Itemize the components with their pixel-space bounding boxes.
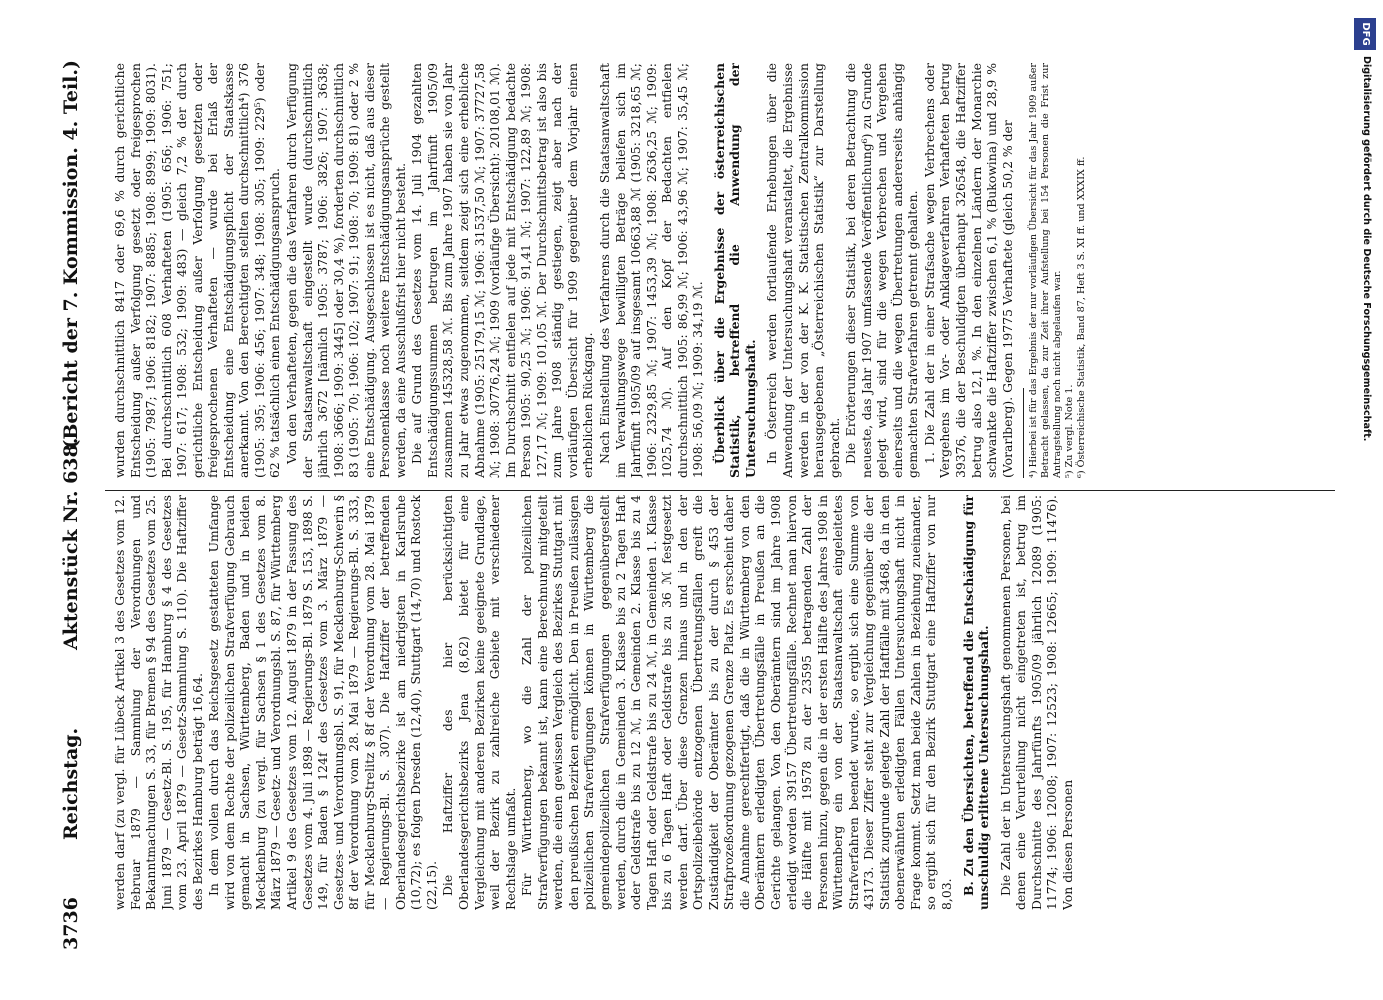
footnote: ⁶) Österreichische Statistik, Band 87, Heft 3 S. XI ff. und XXXIX ff. bbox=[1076, 156, 1088, 478]
footnote-rule bbox=[1023, 388, 1024, 478]
paragraph: In Österreich werden fortlaufende Erhebungen über die Anwendung der Untersuchungshaft veranstaltet, die Ergebnisse werden in der von der K. K. Statistischen Zentralkommission herausgegebenen „Österreichischen Statistik“ zur Darstellung gebracht. bbox=[764, 63, 842, 478]
footnote: ⁵) Zu vergl. Note 1. bbox=[1064, 384, 1076, 478]
paragraph: Die Zahl der in Untersuchungshaft genommenen Personen, bei denen eine Verurteilung nicht eingetreten ist, betrug im Durchschnitte des Jahrfünfts 1905/09 jährlich 12089 (1905: 11774; 1906: 12008; 1907: 12523; 1908: 12665; 1909: 11476). Von diesen Personen bbox=[997, 495, 1075, 910]
paragraph: Nach Einstellung des Verfahrens durch die Staatsanwaltschaft im Verwaltungswege bewilligten Beträge beliefen sich im Jahrfünft 1905/09 auf insgesamt 10663,88 ℳ (1905: 3218,65 ℳ; 1906: 2329,85 ℳ; 1907: 1453,39 ℳ; 1908: 2636,25 ℳ; 1909: 1025,74 ℳ). Auf den Kopf der Bedachten entfielen durchschnittlich 1905: 86,99 ℳ; 1906: 43,96 ℳ; 1907: 35,45 ℳ; 1908: 56,09 ℳ; 1909: 34,19 ℳ. bbox=[596, 63, 706, 478]
section-heading: Überblick über die Ergebnisse der österreichischen Statistik, betreffend die Anwendung der Untersuchungshaft. bbox=[711, 63, 758, 478]
paragraph: Die Erörterungen dieser Statistik, bei deren Betrachtung die neueste, das Jahr 1907 umfassende Veröffentlichung⁶) zu Grunde gelegt wird, sind für die wegen Verbrechen und Vergehen einerseits und die wegen Übertretungen andererseits anhängig gemachten Strafverfahren getrennt gehalten. bbox=[843, 63, 921, 478]
section-heading: B. Zu den Übersichten, betreffend die Entschädigung für unschuldig erlittene Untersuchungshaft. bbox=[960, 495, 992, 910]
paragraph: wurden durchschnittlich 8417 oder 69,6 % durch gerichtliche Entscheidung außer Verfolgung gesetzt oder freigesprochen (1905: 7987; 1906: 8182; 1907: 8885; 1908: 8999; 1909: 8031). Bei durchschnittlich 608 Verhafteten (1905: 656; 1906: 751; 1907: 617; 1908: 532; 1909: 483) — gleich 7,2 % der durch gerichtliche Entscheidung außer Verfolgung gesetzten oder freigesprochenen Verhafteten — wurde bei Erlaß der Entscheidung eine Entschädigungspflicht der Staatskasse anerkannt. Von den Berechtigten stellten durchschnittlich⁴) 376 (1905: 395; 1906: 456; 1907: 348; 1908: 305; 1909: 229⁵) oder 62 % tatsächlich einen Entschädigungsanspruch. bbox=[112, 63, 283, 478]
page-number: 3736 bbox=[60, 897, 82, 950]
dfg-credit: Digitalisierung gefördert durch die Deutsche Forschungsgemeinschaft. bbox=[1361, 56, 1372, 442]
dfg-logo-icon bbox=[1354, 18, 1376, 50]
dfg-badge: DFG bbox=[1360, 22, 1371, 46]
paragraph: Von den Verhafteten, gegen die das Verfahren durch Verfügung der Staatsanwaltschaft eingestellt wurde (durchschnittlich jährlich 3672 [nämlich 1905: 3787; 1906: 3826; 1907: 3638; 1908: 3666; 1909: 3445] oder 30,4 %), forderten durchschnittlich 83 (1905: 70; 1906: 102; 1907: 91; 1908: 70; 1909: 81) oder 2 % eine Entschädigung. Ausgeschlossen ist es nicht, daß aus dieser Personenklasse noch weitere Entschädigungsansprüche gestellt werden, da eine Ausschlußfrist hier nicht besteht. bbox=[284, 63, 408, 478]
paragraph: Die Haftziffer des hier berücksichtigten Oberlandesgerichtsbezirks Jena (8,62) bietet für eine Vergleichung mit anderen Bezirken keine geeignete Grundlage, weil der Bezirk zu zahlreiche Gebiete mit verschiedener Rechtslage umfaßt. bbox=[440, 495, 518, 910]
right-column bbox=[112, 63, 1337, 478]
dfg-sidebar bbox=[1350, 10, 1380, 990]
footnote: ⁴) Hierbei ist für das Ergebnis der nur vorläufigen Übersicht für das Jahr 1909 außer Betracht gelassen, da zur Zeit ihrer Aufstellung bei 154 Personen die Frist zur Antragstellung noch nicht abgelaufen war. bbox=[1028, 63, 1064, 478]
paragraph: 1. Die Zahl der in einer Strafsache wegen Verbrechens oder Vergehens im Vor- oder Anklageverfahren Verhafteten betrug 39376, die der Beschuldigten überhaupt 326548, die Haftziffer betrug also 12,1 %. In den einzelnen Ländern der Monarchie schwankte die Haftziffer zwischen 6,1 % (Bukowina) und 28,9 % (Vorarlberg). Gegen 19775 Verhaftete (gleich 50,2 % der bbox=[921, 63, 1015, 478]
paragraph: Für Württemberg, wo die Zahl der polizeilichen Strafverfügungen bekannt ist, kann eine Berechnung mitgeteilt werden, die einen gewissen Vergleich des Bezirkes Stuttgart mit den preußischen Bezirken ermöglicht. Den in Preußen zulässigen polizeilichen Strafverfügungen können in Württemberg die gemeindepolizeilichen Strafverfügungen gegenübergestellt werden, durch die in Gemeinden 3. Klasse bis zu 2 Tagen Haft oder Geldstrafe bis zu 12 ℳ, in Gemeinden 2. Klasse bis zu 4 Tagen Haft oder Geldstrafe bis zu 24 ℳ, in Gemeinden 1. Klasse bis zu 6 Tagen Haft oder Geldstrafe bis zu 36 ℳ festgesetzt werden darf. Über diese Grenzen hinaus und in den der Ortspolizeibehörde entzogenen Übertretungsfällen greift die Zuständigkeit der Oberämter bis zu der durch § 453 der Strafprozeßordnung gezogenen Grenze Platz. Es erscheint daher die Annahme gerechtfertigt, daß die in Württemberg von den Oberämtern erledigten Übertretungsfälle in Preußen an die Gerichte gelangen. Von den Oberämtern sind im Jahre 1908 erledigt worden 39157 Übertretungsfälle. Rechnet man hiervon die Hälfte mit 19578 zu der 23595 betragenden Zahl der Personen hinzu, gegen die in der ersten Hälfte des Jahres 1908 in Württemberg ein von der Staatsanwaltschaft eingeleitetes Strafverfahren beendet wurde, so ergibt sich eine Summe von 43173. Dieser Ziffer steht zur Vergleichung gegenüber die der Statistik zugrunde gelegte Zahl der Haftfälle mit 3468, da in den obenerwähnten erledigten Fällen Untersuchungshaft nicht in Frage kommt. Setzt man beide Zahlen in Beziehung zueinander, so ergibt sich für den Bezirk Stuttgart eine Haftziffer von nur 8,03. bbox=[519, 495, 954, 910]
paragraph: werden darf (zu vergl. für Lübeck Artikel 3 des Gesetzes vom 12. Februar 1879 — Sammlung der Verordnungen und Bekanntmachungen S. 33, für Bremen § 94 des Gesetzes vom 25. Juni 1879 — Gesetz-Bl. S. 195, für Hamburg § 4 des Gesetzes vom 23. April 1879 — Gesetz-Sammlung S. 110). Die Haftziffer des Bezirkes Hamburg beträgt 16,64. bbox=[112, 495, 205, 910]
header-center: Aktenstück Nr. 638. bbox=[60, 437, 82, 650]
column-divider bbox=[105, 490, 1335, 491]
running-header bbox=[60, 60, 90, 950]
header-right: (Bericht der 7. Kommission. 4. Teil.) bbox=[60, 60, 82, 449]
header-left: Reichstag. bbox=[60, 727, 82, 840]
paragraph: In dem vollen durch das Reichsgesetz gestatteten Umfange wird von dem Rechte der polizeilichen Strafverfügung Gebrauch gemacht in Sachsen, Württemberg, Baden und in beiden Mecklenburg (zu vergl. für Sachsen § 1 des Gesetzes vom 8. März 1879 — Gesetz- und Verordnungsbl. S. 87, für Württemberg Artikel 9 des Gesetzes vom 12. August 1879 in der Fassung des Gesetzes vom 4. Juli 1898 — Regierungs-Bl. 1879 S. 153, 1898 S. 149, für Baden § 124f des Gesetzes vom 3. März 1879 — Gesetzes- und Verordnungsbl. S. 91, für Mecklenburg-Schwerin § 8f der Verordnung vom 28. Mai 1879 — Regierungs-Bl. S. 333, für Mecklenburg-Strelitz § 8f der Verordnung vom 28. Mai 1879 — Regierungs-Bl. S. 307). Die Haftziffer der betreffenden Oberlandesgerichtsbezirke ist am niedrigsten in Karlsruhe (10,72); es folgen Dresden (12,40), Stuttgart (14,70) und Rostock (22,15). bbox=[206, 495, 439, 910]
left-column bbox=[112, 495, 1337, 910]
paragraph: Die auf Grund des Gesetzes vom 14. Juli 1904 gezahlten Entschädigungssummen betrugen im Jahrfünft 1905/09 zusammen 145328,58 ℳ. Bis zum Jahre 1907 haben sie von Jahr zu Jahr etwas zugenommen, seitdem zeigt sich eine erhebliche Abnahme (1905: 25179,15 ℳ; 1906: 31537,50 ℳ; 1907: 37727,58 ℳ; 1908: 30776,24 ℳ; 1909 (vorläufige Übersicht): 20108,01 ℳ). Im Durchschnitt entfielen auf jede mit Entschädigung bedachte Person 1905: 90,25 ℳ; 1906: 91,41 ℳ; 1907: 122,89 ℳ; 1908: 127,17 ℳ; 1909: 101,05 ℳ. Der Durchschnittsbetrag ist also bis zum Jahre 1908 ständig gestiegen, zeigt aber nach der vorläufigen Übersicht für 1909 gegenüber dem Vorjahr einen erheblichen Rückgang. bbox=[409, 63, 596, 478]
